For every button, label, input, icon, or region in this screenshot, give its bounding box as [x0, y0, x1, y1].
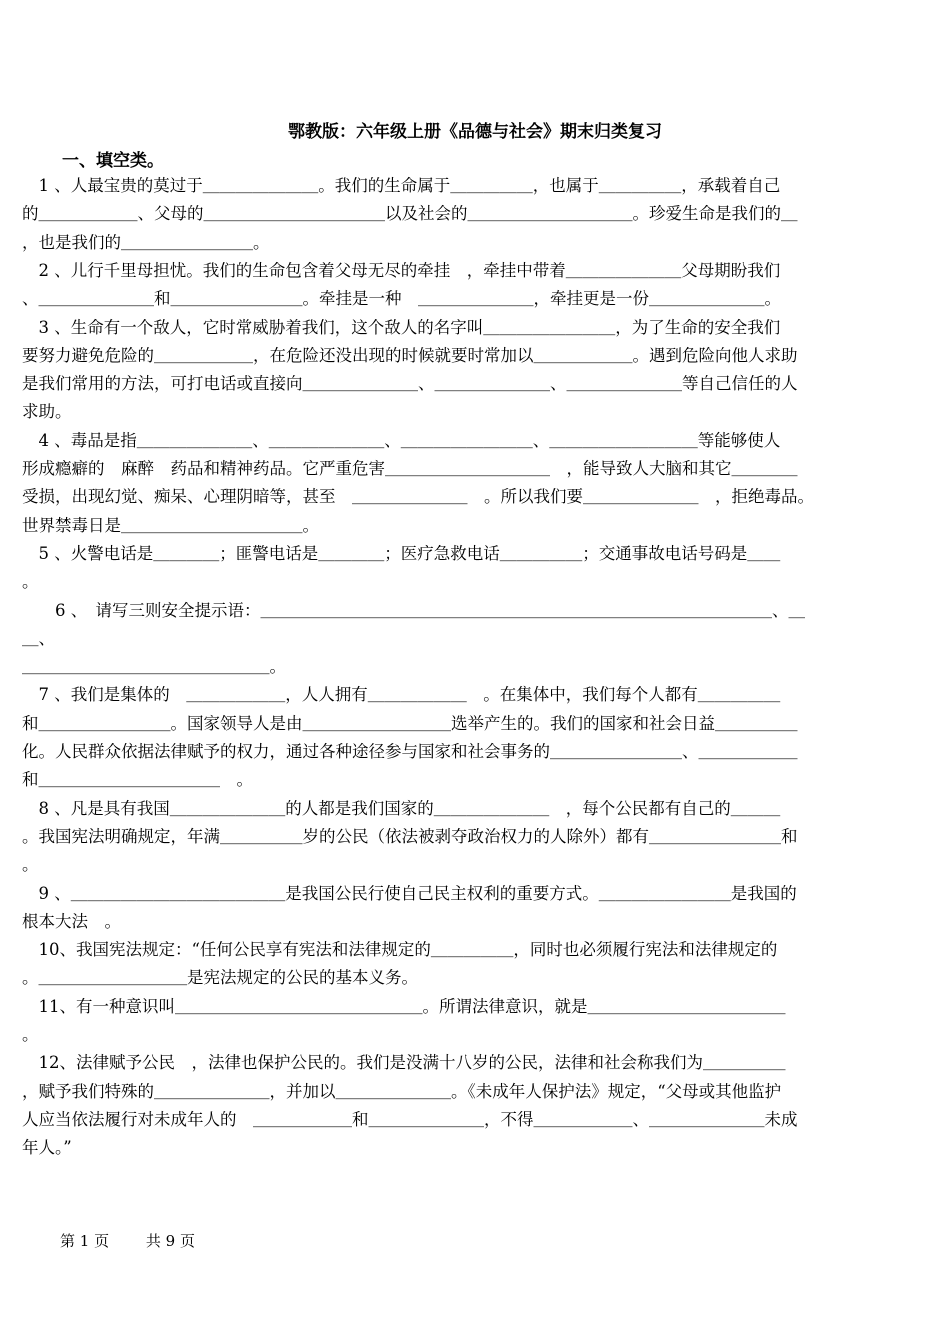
text-line: 求助。	[22, 402, 72, 422]
text-line: 。	[22, 572, 39, 592]
text-line: 2 、儿行千里母担忧。我们的生命包含着父母无尽的牵挂 ，牵挂中带着＿＿＿＿＿＿＿父母期盼我们	[22, 260, 781, 280]
text-line: 11、有一种意识叫＿＿＿＿＿＿＿＿＿＿＿＿＿＿＿。所谓法律意识，就是＿＿＿＿＿＿＿＿＿＿＿＿	[22, 996, 786, 1016]
text-line: 、＿＿＿＿＿＿＿和＿＿＿＿＿＿＿＿。牵挂是一种 ＿＿＿＿＿＿＿，牵挂更是一份＿＿＿＿＿＿＿。	[22, 289, 781, 309]
text-line: ＿＿＿＿＿＿＿＿＿＿＿＿＿＿＿。	[22, 657, 286, 677]
text-line: 10、我国宪法规定：“任何公民享有宪法和法律规定的＿＿＿＿＿，同时也必须履行宪法和法律规定的	[22, 940, 778, 960]
text-line: 12、法律赋予公民 ，法律也保护公民的。我们是没满十八岁的公民，法律和社会称我们为＿＿＿＿＿	[22, 1053, 786, 1073]
document-title: 鄂教版：六年级上册《品德与社会》期末归类复习	[288, 122, 662, 142]
text-line: 要努力避免危险的＿＿＿＿＿＿，在危险还没出现的时候就要时常加以＿＿＿＿＿＿。遇到危险向他人求助	[22, 345, 798, 365]
text-line: 形成瘾癖的 麻醉 药品和精神药品。它严重危害＿＿＿＿＿＿＿＿＿＿ ，能导致人大脑和其它＿＿＿＿	[22, 459, 798, 478]
text-line: 4 、毒品是指＿＿＿＿＿＿＿、＿＿＿＿＿＿＿、＿＿＿＿＿＿＿＿、＿＿＿＿＿＿＿＿＿等能够使人	[22, 430, 781, 450]
text-line: 。	[22, 855, 39, 875]
text-line: 受损，出现幻觉、痴呆、心理阴暗等，甚至 ＿＿＿＿＿＿＿ 。所以我们要＿＿＿＿＿＿＿ ，拒绝毒品。	[22, 487, 814, 507]
page-footer	[60, 1230, 227, 1251]
text-line: 化。人民群众依据法律赋予的权力，通过各种途径参与国家和社会事务的＿＿＿＿＿＿＿＿、＿＿＿＿＿＿	[22, 742, 798, 761]
page-number: 第 1 页	[60, 1232, 110, 1250]
text-line: 8 、凡是具有我国＿＿＿＿＿＿＿的人都是我们国家的＿＿＿＿＿＿＿ ，每个公民都有自己的＿＿＿	[22, 798, 781, 818]
text-line: ，赋予我们特殊的＿＿＿＿＿＿＿，并加以＿＿＿＿＿＿＿。《未成年人保护法》规定，“父母或其他监护	[22, 1081, 782, 1101]
text-line: 的＿＿＿＿＿＿、父母的＿＿＿＿＿＿＿＿＿＿＿以及社会的＿＿＿＿＿＿＿＿＿＿。珍爱生命是我们的＿	[22, 204, 798, 224]
text-line: ，也是我们的＿＿＿＿＿＿＿＿。	[22, 232, 270, 252]
text-line: 7 、我们是集体的 ＿＿＿＿＿＿，人人拥有＿＿＿＿＿＿ 。在集体中，我们每个人都有＿＿＿＿＿	[22, 685, 781, 705]
text-line: 5 、火警电话是＿＿＿＿；匪警电话是＿＿＿＿；医疗急救电话＿＿＿＿＿；交通事故电话号码是＿＿	[22, 543, 781, 563]
page-total: 共 9 页	[145, 1232, 195, 1250]
text-line: 是我们常用的方法，可打电话或直接向＿＿＿＿＿＿＿、＿＿＿＿＿＿＿、＿＿＿＿＿＿＿等自己信任的人	[22, 374, 798, 394]
text-line: 6 、 请写三则安全提示语：＿＿＿＿＿＿＿＿＿＿＿＿＿＿＿＿＿＿＿＿＿＿＿＿＿＿＿＿＿＿＿、＿	[22, 600, 805, 620]
section-heading: 一、填空类。	[62, 151, 164, 171]
text-line: 3 、生命有一个敌人，它时常威胁着我们，这个敌人的名字叫＿＿＿＿＿＿＿＿，为了生命的安全我们	[22, 317, 781, 337]
text-line: 。我国宪法明确规定，年满＿＿＿＿＿岁的公民（依法被剥夺政治权力的人除外）都有＿＿＿＿＿＿＿＿和	[22, 826, 798, 846]
text-line: 根本大法 。	[22, 911, 121, 931]
text-line: ＿、	[22, 628, 55, 648]
text-line: 和＿＿＿＿＿＿＿＿。国家领导人是由＿＿＿＿＿＿＿＿＿选举产生的。我们的国家和社会日益＿＿＿＿＿	[22, 713, 798, 733]
text-line: 和＿＿＿＿＿＿＿＿＿＿＿ 。	[22, 770, 253, 790]
text-line: 9 、＿＿＿＿＿＿＿＿＿＿＿＿＿是我国公民行使自己民主权利的重要方式。＿＿＿＿＿＿＿＿是我国的	[22, 883, 797, 903]
text-line: 。	[22, 1025, 39, 1044]
text-line: 人应当依法履行对未成年人的 ＿＿＿＿＿＿和＿＿＿＿＿＿＿，不得＿＿＿＿＿＿、＿＿＿＿＿＿＿未成	[22, 1109, 798, 1129]
text-line: 年人。”	[22, 1138, 72, 1158]
text-line: 。＿＿＿＿＿＿＿＿＿是宪法规定的公民的基本义务。	[22, 968, 418, 988]
text-line: 1 、人最宝贵的莫过于＿＿＿＿＿＿＿。我们的生命属于＿＿＿＿＿，也属于＿＿＿＿＿，承载着自己	[22, 176, 781, 195]
text-line: 世界禁毒日是＿＿＿＿＿＿＿＿＿＿＿。	[22, 515, 319, 535]
